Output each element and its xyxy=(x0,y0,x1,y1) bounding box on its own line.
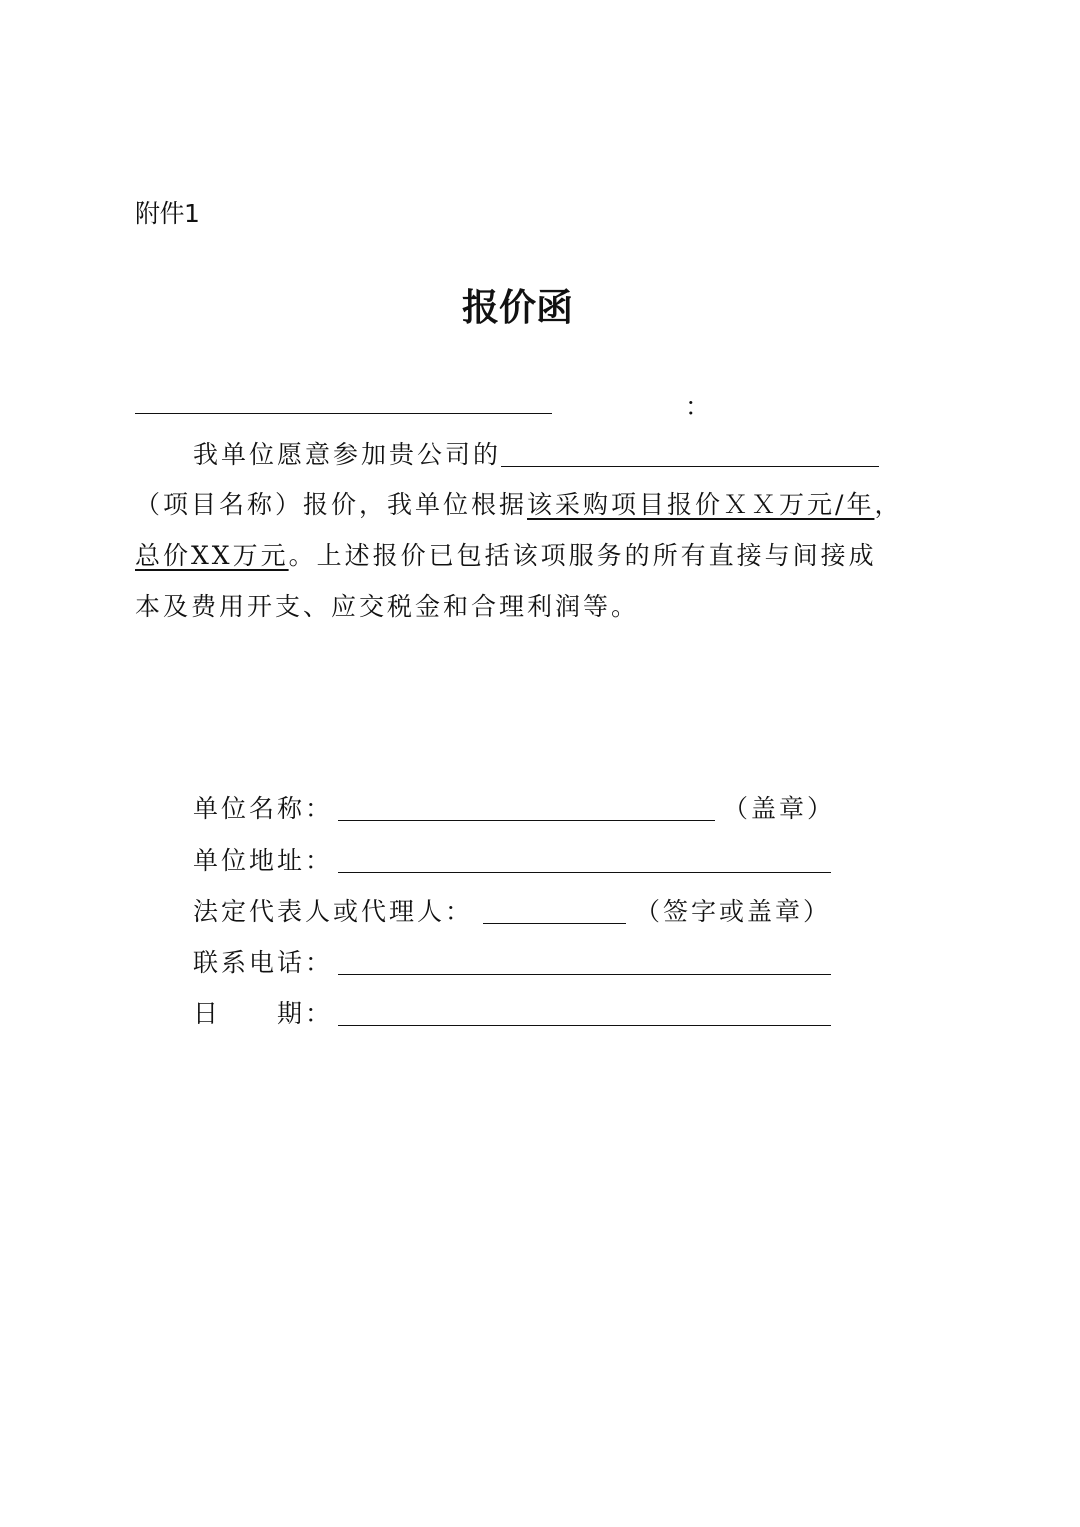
phone-field xyxy=(193,946,333,980)
total-price-text: 总价XX万元 xyxy=(135,541,289,570)
body-line-2-suffix: ， xyxy=(874,490,903,519)
body-line-4-text: 本及费用开支、应交税金和合理利润等。 xyxy=(135,592,640,621)
body-line-1-text: 我单位愿意参加贵公司的 xyxy=(193,440,502,469)
unit-address-label: 单位地址： xyxy=(193,846,334,875)
representative-blank[interactable] xyxy=(483,923,626,924)
document-title-text: 报价函 xyxy=(462,285,573,329)
addressee-blank[interactable] xyxy=(135,413,552,414)
attachment-label: 附件1 xyxy=(135,199,200,228)
addressee-line xyxy=(135,389,711,421)
date-field xyxy=(193,997,333,1031)
body-line-1 xyxy=(193,438,879,472)
annual-price-text: 该采购项目报价ＸＸ万元/年 xyxy=(527,490,875,519)
body-line-3-suffix: 。上述报价已包括该项服务的所有直接与间接成 xyxy=(288,541,877,570)
phone-label: 联系电话： xyxy=(193,948,334,977)
body-line-2 xyxy=(135,488,902,522)
representative-label: 法定代表人或代理人： xyxy=(193,897,474,926)
document-title xyxy=(0,282,1035,332)
representative-field xyxy=(193,895,832,929)
body-line-3 xyxy=(135,539,877,573)
representative-sign-note: （签字或盖章） xyxy=(635,897,832,926)
phone-blank[interactable] xyxy=(338,974,831,975)
body-line-4 xyxy=(135,590,639,624)
unit-name-blank[interactable] xyxy=(338,820,715,821)
unit-address-field xyxy=(193,844,333,878)
date-label: 日 期： xyxy=(193,999,334,1028)
unit-name-field xyxy=(193,792,836,826)
addressee-colon: ： xyxy=(685,392,711,421)
unit-name-seal-note: （盖章） xyxy=(723,794,836,823)
unit-address-blank[interactable] xyxy=(338,872,831,873)
body-line-2-prefix: （项目名称）报价，我单位根据 xyxy=(135,490,528,519)
unit-name-label: 单位名称： xyxy=(193,794,334,823)
project-name-blank[interactable] xyxy=(501,440,879,467)
date-blank[interactable] xyxy=(338,1025,831,1026)
